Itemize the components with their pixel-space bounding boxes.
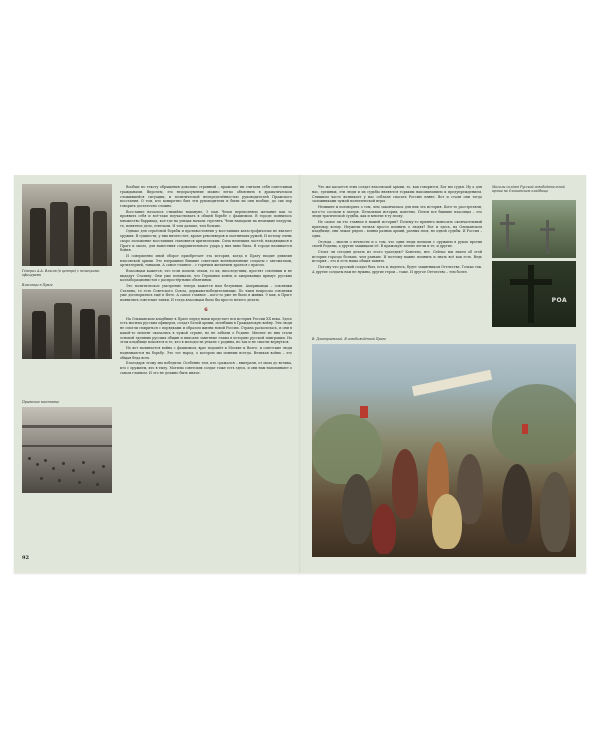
caption-photo-officers: Генерал А.А. Власов (в центре) с немецкими офицерами xyxy=(22,269,100,278)
right-text-column xyxy=(312,185,482,327)
paragraph: Благодаря этому мы победили. Особенно тем, кто сражался – выиграли, от мала до велика, кто с оружием, кто в тылу. Могилы советских солдат тоже есть здесь, и они нам напоминают о самом главном. И это не должно быть иначе. xyxy=(120,361,292,375)
paragraph: Восстание началось стихийно накануне, 5 мая. Чехов переполняло желание как то проявить себя и всё-таки поучаствовать в общей борьбе с фашизмом. В городе появилось множество баррикад, кое-где на улицах начали стрелять. Чехи нападали на немецкие патрули, те, понятное дело, отвечали. И чем дальше, тем больше. xyxy=(120,209,292,228)
book-spread xyxy=(14,175,586,573)
photo-vlasovtsy-prague xyxy=(22,289,112,359)
photo-prague-uprising xyxy=(22,407,112,493)
photo-roa-grave xyxy=(492,261,576,327)
paragraph: Что же касается этих солдат власовской армии, то, как говорится, Бог им судья. Ну а для нас, грешных, эти люди и их судьбы являются горьким напоминанием и предупреждением. Слишком часто возникает у нас соблазн спасать Россию извне. Вот и стали они тогда заложниками чужой политической игры. xyxy=(312,185,482,204)
paragraph: Это политическое умозрение теперь кажется нам безумным. Американцы – союзники Сталина, то есть Советского Союза, державы-победительницы. По чьим вопросам союзники уже договорились ещё в Ялте. А самое главное – кого-то уже не было в живых. 9 мая, в Праге появились советские танки. И тогда власовцам было бы просто нечего делать. xyxy=(120,283,292,303)
paragraph: На Ольшанском кладбище в Праге перед нами предстает вся история России XX века. Здесь есть могилы русских офицеров, солдат Белой армии, погибших в Гражданскую войну. Эти люди не смогли смириться с порядками и образом жизни новой России. Страна раскололась, и они в какой-то момент оказались в чужой стране, но не забыли о Родине. Многие из них стали основой здешних русских общин и вписали заметные главы в историю русской эмиграции. На этом кладбище покоятся и те, кто в молодости уехали с родины, но так и не смогли вернуться. xyxy=(120,316,292,345)
roa-inscription: РОА xyxy=(551,297,567,304)
photo-vlasov-officers xyxy=(22,184,112,266)
caption-photo-prague: Власовцы в Праге xyxy=(22,283,53,287)
right-page xyxy=(300,175,586,573)
paragraph: Нелишне и поговорить о том, чем закончилась для них эта история. Кого-то расстреляли, кого-то сослали в лагеря. Печальная история, конечно. Почти все бывшие власовцы – это люди трагической судьбы, как и многие в ту эпоху. xyxy=(312,204,482,219)
paragraph: Но вот начинается война с фашизмом, враг подошёл к Москве и Волге, и советские люди поднимаются на борьбу. Это тот народ, о котором мы помним всегда. Великая война – это общая беда всех. xyxy=(120,346,292,360)
photo-cemetery-trees xyxy=(492,200,576,258)
paragraph: Отсюда – мысли о вечности и о том, что одни люди воевали с оружием в руках против своей Родины, а другие защищали её. В пражскую землю легли и те, и другие. xyxy=(312,239,482,249)
paragraph: Потому что русский солдат был, есть и, надеюсь, будет защитником Отечества. Только так. А другие солдаты нам не нужны, другие герои – тоже. И другое Отечество – тем более. xyxy=(312,264,482,274)
paragraph: Вообще по тексту обращения довольно странный – пражские ни считали себя советскими гражданами. Впрочем, это недоразумение можно легко объяснить в драматическом сложившейся ситуации, и политической неопределённостью руководителей Пражского восстания. О том, кто конкретно был эти руководители и были ли они вообще, до сих пор говорить достаточно сложно. xyxy=(120,185,292,208)
paragraph: Стоит ли сегодня делать из этого трагедию? Конечно, нет. Сейчас мы знаем об этой истории гораздо больше, чем раньше. И поэтому важно помнить и знать всё как есть. Ведь история – это и есть наша общая память. xyxy=(312,249,482,264)
paragraph: Власовцам кажется, что если помочь чехам, то их, впоследствии, простят союзники и не выдадут Сталину. Они уже понимали, что Германии конец и американцы примут русских коллаборационистов с распростёртыми объятиями. xyxy=(120,268,292,283)
painting-liberated-prague xyxy=(312,344,576,557)
left-page xyxy=(14,175,300,573)
caption-painting: В. Дмитриевский. В освобождённой Праге xyxy=(312,337,386,341)
paragraph: Не самое ли это главное в нашей истории? Почему-то принято выносить окончательный приговор всему. Неужели нельзя просто помнить о людях? Вот и здесь, на Ольшанском кладбище, они лежат рядом – воины разных армий, разных эпох, но одной судьбы. И Россия – одна. xyxy=(312,219,482,239)
paragraph: Однако для серьёзной борьбы и противостояния у восставших катастрофически не хватает оружия. В сущности, у них ничего нет, кроме револьверов и охотничьих ружей. И потому очень скоро положение восставших становится критическим. Сила немецких частей, находящихся в Праге и около, для нанесения сокрушительного удара у них явно была. В городе начинается бойня. xyxy=(120,229,292,253)
paragraph: И совершенно иной оборот приобретает эта история, когда в Прагу входит дивизия власовской армии. Это вчерашние бывшие советские военнопленные солдаты с автоматами, артиллерией, танками. А самое главное – с горячим желанием драться с врагом. xyxy=(120,253,292,268)
page-number: 92 xyxy=(22,555,29,561)
caption-photo-uprising: Пражское восстание xyxy=(22,400,60,404)
section-marker: 6 xyxy=(204,306,208,313)
caption-cemetery: Могилы солдат Русской освободительной армии на Ольшанском кладбище xyxy=(492,185,565,194)
left-text-column xyxy=(120,185,292,569)
